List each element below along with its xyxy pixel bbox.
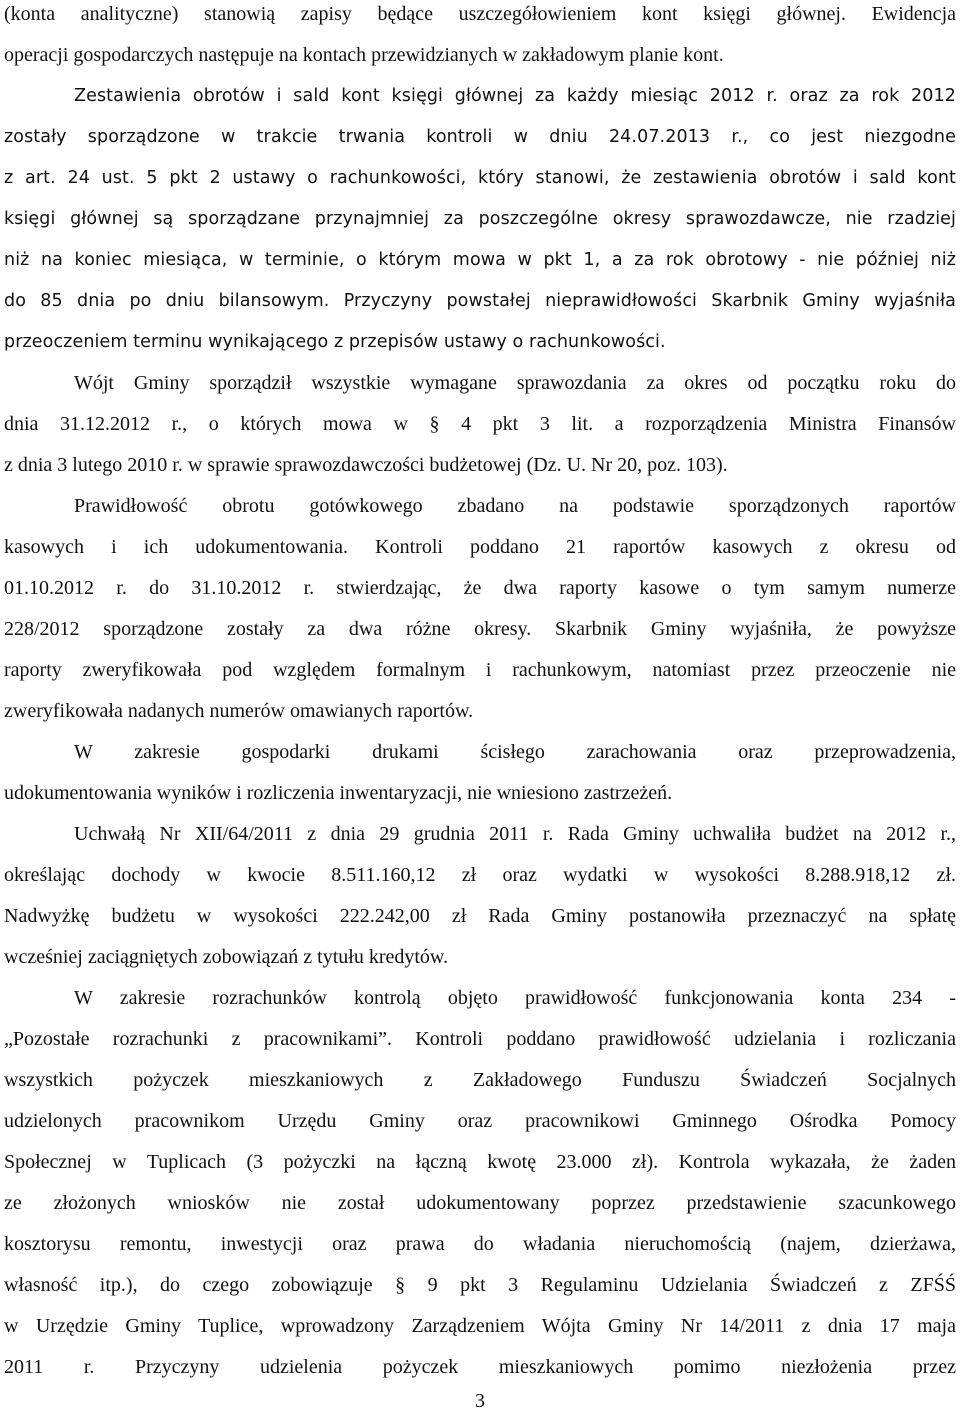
text-line: dnia 31.12.2012 r., o których mowa w § 4 pkt 3 lit. a rozporządzenia Ministra Finansów — [4, 413, 956, 435]
text-line: Wójt Gminy sporządził wszystkie wymagane sprawozdania za okres od początku roku do — [74, 372, 956, 394]
text-line: księgi głównej są sporządzane przynajmniej za poszczególne okresy sprawozdawcze, nie rzadziej — [4, 209, 956, 229]
text-line: Prawidłowość obrotu gotówkowego zbadano na podstawie sporządzonych raportów — [74, 495, 956, 517]
text-line: 228/2012 sporządzone zostały za dwa różne okresy. Skarbnik Gminy wyjaśniła, że powyższe — [4, 618, 956, 640]
text-line: 2011 r. Przyczyny udzielenia pożyczek mieszkaniowych pomimo niezłożenia przez — [4, 1356, 956, 1378]
text-line: udokumentowania wyników i rozliczenia inwentaryzacji, nie wniesiono zastrzeżeń. — [4, 782, 673, 804]
text-line: z dnia 3 lutego 2010 r. w sprawie sprawozdawczości budżetowej (Dz. U. Nr 20, poz. 103). — [4, 454, 728, 476]
text-line: kosztorysu remontu, inwestycji oraz prawa do władania nieruchomością (najem, dzierżawa, — [4, 1233, 956, 1255]
text-line: z art. 24 ust. 5 pkt 2 ustawy o rachunkowości, który stanowi, że zestawienia obrotów i sald kont — [4, 168, 956, 188]
text-line: (konta analityczne) stanowią zapisy będące uszczegółowieniem kont księgi głównej. Ewidencja — [4, 3, 956, 25]
text-line: Uchwałą Nr XII/64/2011 z dnia 29 grudnia 2011 r. Rada Gminy uchwaliła budżet na 2012 r., — [74, 823, 956, 845]
text-line: operacji gospodarczych następuje na kontach przewidzianych w zakładowym planie kont. — [4, 44, 724, 66]
text-line: raporty zweryfikowała pod względem formalnym i rachunkowym, natomiast przez przeoczenie nie — [4, 659, 956, 681]
text-line: wszystkich pożyczek mieszkaniowych z Zakładowego Funduszu Świadczeń Socjalnych — [4, 1069, 956, 1091]
text-line: ze złożonych wniosków nie został udokumentowany poprzez przedstawienie szacunkowego — [4, 1192, 956, 1214]
text-line: Zestawienia obrotów i sald kont księgi głównej za każdy miesiąc 2012 r. oraz za rok 2012 — [74, 86, 956, 106]
text-line: określając dochody w kwocie 8.511.160,12 zł oraz wydatki w wysokości 8.288.918,12 zł. — [4, 864, 956, 886]
text-line: zostały sporządzone w trakcie trwania kontroli w dniu 24.07.2013 r., co jest niezgodne — [4, 127, 956, 147]
page-number: 3 — [475, 1390, 485, 1412]
text-line: W zakresie gospodarki drukami ścisłego zarachowania oraz przeprowadzenia, — [74, 741, 956, 763]
text-line: przeoczeniem terminu wynikającego z przepisów ustawy o rachunkowości. — [4, 332, 666, 352]
text-line: kasowych i ich udokumentowania. Kontroli poddano 21 raportów kasowych z okresu od — [4, 536, 956, 558]
text-line: Nadwyżkę budżetu w wysokości 222.242,00 zł Rada Gminy postanowiła przeznaczyć na spłatę — [4, 905, 956, 927]
text-line: Społecznej w Tuplicach (3 pożyczki na łączną kwotę 23.000 zł). Kontrola wykazała, że żaden — [4, 1151, 956, 1173]
text-line: w Urzędzie Gminy Tuplice, wprowadzony Zarządzeniem Wójta Gminy Nr 14/2011 z dnia 17 maja — [4, 1315, 956, 1337]
text-line: W zakresie rozrachunków kontrolą objęto prawidłowość funkcjonowania konta 234 - — [74, 987, 956, 1009]
text-line: do 85 dnia po dniu bilansowym. Przyczyny powstałej nieprawidłowości Skarbnik Gminy wyjaśniła — [4, 291, 956, 311]
text-line: własność itp.), do czego zobowiązuje § 9 pkt 3 Regulaminu Udzielania Świadczeń z ZFŚŚ — [4, 1274, 956, 1296]
text-line: 01.10.2012 r. do 31.10.2012 r. stwierdzając, że dwa raporty kasowe o tym samym numerze — [4, 577, 956, 599]
text-line: wcześniej zaciągniętych zobowiązań z tytułu kredytów. — [4, 946, 449, 968]
text-line: zweryfikowała nadanych numerów omawianych raportów. — [4, 700, 474, 722]
text-line: niż na koniec miesiąca, w terminie, o którym mowa w pkt 1, a za rok obrotowy - nie później niż — [4, 250, 956, 270]
text-line: udzielonych pracownikom Urzędu Gminy oraz pracownikowi Gminnego Ośrodka Pomocy — [4, 1110, 956, 1132]
text-line: „Pozostałe rozrachunki z pracownikami”. Kontroli poddano prawidłowość udzielania i rozliczania — [4, 1028, 956, 1050]
